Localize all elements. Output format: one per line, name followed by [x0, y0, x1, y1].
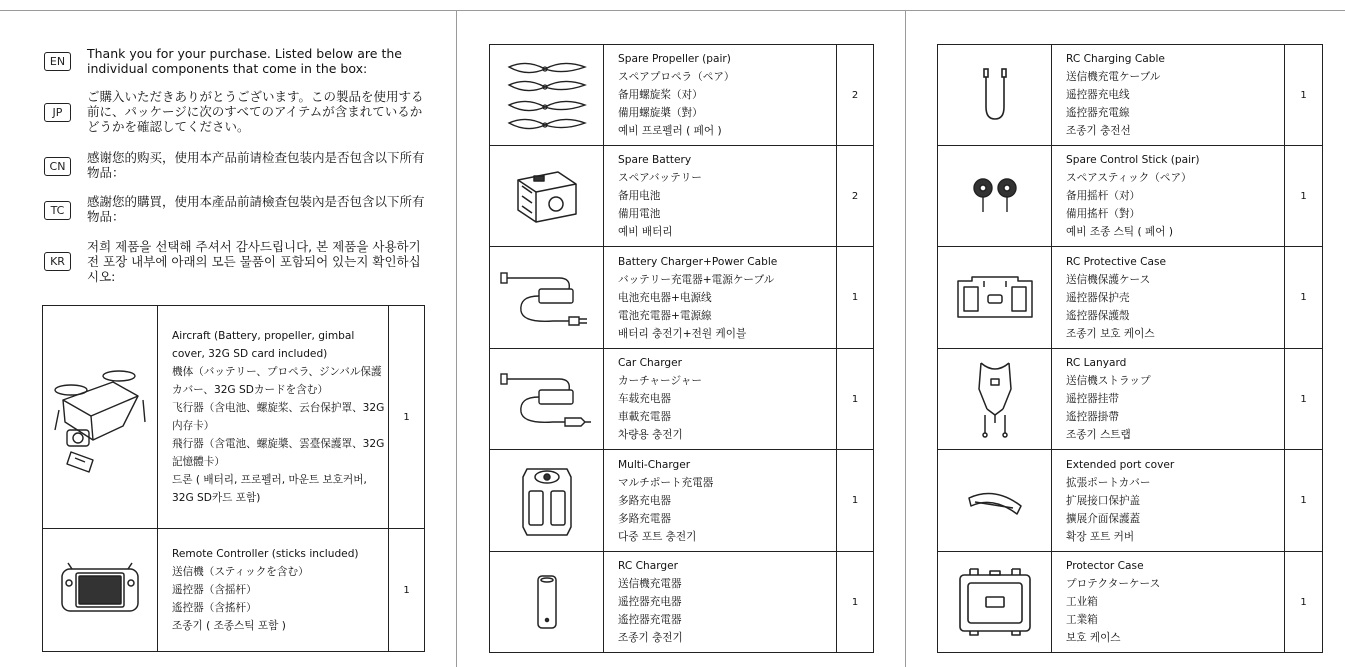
- intro-jp: [44, 89, 434, 137]
- car-charger-icon: [490, 349, 604, 450]
- name-en: RC Charger: [618, 560, 678, 572]
- name-jp: 送信機保護ケース: [1066, 273, 1151, 286]
- name-cn: 遥控器充电线: [1066, 89, 1130, 101]
- table-row: [938, 349, 1323, 450]
- name-cn: 备用电池: [618, 190, 661, 202]
- item-names: [604, 45, 837, 146]
- name-en: RC Lanyard: [1066, 357, 1127, 369]
- name-en: Protector Case: [1066, 560, 1144, 572]
- name-kr: 배터리 충전기+전원 케이블: [618, 327, 747, 340]
- intro-en: [44, 46, 434, 78]
- item-qty: 1: [837, 349, 874, 450]
- name-jp: スペアスティック（ペア）: [1066, 172, 1192, 184]
- table-row: [938, 146, 1323, 247]
- item-qty: 1: [1285, 349, 1323, 450]
- lang-badge-kr: KR: [44, 252, 71, 271]
- lang-badge-en: EN: [44, 52, 71, 71]
- components-table-3: [937, 44, 1323, 653]
- item-qty: 1: [389, 529, 425, 652]
- item-names: [1052, 45, 1285, 146]
- protector-case-icon: [938, 552, 1052, 653]
- name-kr: 보호 케이스: [1066, 632, 1121, 644]
- top-rule: [0, 10, 1345, 11]
- name-en: Car Charger: [618, 357, 682, 369]
- table-row: [43, 306, 425, 529]
- lanyard-icon: [938, 349, 1052, 450]
- intro-text-en: Thank you for your purchase. Listed below are the individual components that come in the box:: [87, 46, 402, 76]
- item-qty: 2: [837, 45, 874, 146]
- name-en: Spare Battery: [618, 154, 692, 166]
- multi-charger-icon: [490, 450, 604, 552]
- name-cn: 电池充电器+电源线: [618, 291, 712, 304]
- item-names: [1052, 349, 1285, 450]
- table-row: [490, 349, 874, 450]
- name-kr: 조종기 보호 케이스: [1066, 327, 1155, 340]
- name-cn: 遥控器保护壳: [1066, 291, 1130, 304]
- table-row: [490, 247, 874, 349]
- name-tc: 備用螺旋槳（對）: [618, 107, 703, 119]
- name-kr: 다중 포트 충전기: [618, 530, 697, 543]
- intro-text-kr: 저희 제품을 선택해 주셔서 감사드립니다, 본 제품을 사용하기전 포장 내부에 아래의 모든 물품이 포함되어 있는지 확인하십시오:: [87, 239, 421, 284]
- table-row: [938, 247, 1323, 349]
- name-en: RC Protective Case: [1066, 255, 1167, 268]
- port-cover-icon: [938, 450, 1052, 552]
- table-row: [490, 450, 874, 552]
- name-cn: 车载充电器: [618, 393, 671, 405]
- name-kr: 드론 ( 배터리, 프로펠러, 마운트 보호커버, 32G SD카드 포함): [172, 474, 367, 504]
- name-tc: 遙控器充電器: [618, 614, 682, 626]
- drone-icon: [43, 306, 158, 529]
- table-row: [43, 529, 425, 652]
- lang-badge-tc: TC: [44, 201, 71, 220]
- item-names: [158, 529, 389, 652]
- name-jp: 拡張ポートカバー: [1066, 476, 1151, 489]
- name-tc: 遙控器充電線: [1066, 107, 1130, 119]
- item-qty: 1: [837, 552, 874, 653]
- intro-text-jp: ご購入いただきありがとうございます。この製品を使用する前に、パッケージに次のすべてのアイテムが含まれているかどうかを確認してください。: [87, 89, 424, 134]
- name-tc: 擴展介面保護蓋: [1066, 512, 1141, 525]
- item-names: [1052, 552, 1285, 653]
- name-cn: 飞行器（含电池、螺旋桨、云台保护罩、32G内存卡）: [172, 402, 385, 432]
- name-en: Extended port cover: [1066, 458, 1175, 471]
- name-tc: 車載充電器: [618, 411, 671, 423]
- item-qty: 1: [1285, 552, 1323, 653]
- item-qty: 1: [837, 450, 874, 552]
- name-tc: 遙控器（含搖杆）: [172, 602, 257, 614]
- name-cn: 备用摇杆（对）: [1066, 190, 1141, 202]
- name-kr: 차량용 충전기: [618, 429, 683, 441]
- intro-kr: [44, 239, 434, 287]
- name-cn: 备用螺旋桨（对）: [618, 89, 703, 101]
- table-row: [490, 45, 874, 146]
- item-qty: 1: [837, 247, 874, 349]
- name-jp: 送信機ストラップ: [1066, 375, 1151, 387]
- intro-tc: [44, 194, 434, 226]
- name-jp: カーチャージャー: [618, 375, 703, 387]
- lang-badge-cn: CN: [44, 157, 71, 176]
- protective-case-icon: [938, 247, 1052, 349]
- name-kr: 예비 배터리: [618, 226, 673, 238]
- name-kr: 예비 조종 스틱 ( 페어 ): [1066, 226, 1173, 238]
- name-en: RC Charging Cable: [1066, 53, 1165, 65]
- name-tc: 遙控器掛帶: [1066, 411, 1119, 423]
- name-cn: 遥控器挂带: [1066, 393, 1119, 405]
- name-cn: 遥控器（含摇杆）: [172, 584, 257, 596]
- name-jp: スペアバッテリー: [618, 172, 702, 184]
- item-qty: 1: [389, 306, 425, 529]
- name-tc: 工業箱: [1066, 614, 1098, 626]
- item-names: [604, 247, 837, 349]
- item-qty: 1: [1285, 247, 1323, 349]
- battery-charger-icon: [490, 247, 604, 349]
- page-divider-right: [905, 10, 906, 667]
- page-divider-left: [456, 10, 457, 667]
- name-jp: プロテクターケース: [1066, 578, 1161, 590]
- lang-badge-jp: JP: [44, 103, 71, 122]
- item-names: [604, 349, 837, 450]
- battery-icon: [490, 146, 604, 247]
- name-jp: スペアプロペラ（ペア）: [618, 71, 735, 83]
- propeller-icon: [490, 45, 604, 146]
- item-names: [1052, 146, 1285, 247]
- charging-cable-icon: [938, 45, 1052, 146]
- name-jp: バッテリー充電器+電源ケーブル: [618, 273, 775, 286]
- remote-controller-icon: [43, 529, 158, 652]
- name-cn: 工业箱: [1066, 596, 1098, 608]
- name-kr: 예비 프로펠러 ( 페어 ): [618, 125, 722, 137]
- name-en: Spare Control Stick (pair): [1066, 154, 1200, 166]
- item-names: [604, 450, 837, 552]
- item-names: [604, 146, 837, 247]
- item-qty: 1: [1285, 450, 1323, 552]
- name-kr: 조종기 충전선: [1066, 125, 1131, 137]
- item-names: [604, 552, 837, 653]
- components-table-1: [42, 305, 425, 652]
- table-row: [938, 450, 1323, 552]
- components-table-2: [489, 44, 874, 653]
- item-qty: 1: [1285, 146, 1323, 247]
- name-tc: 遙控器保護殼: [1066, 309, 1130, 322]
- item-qty: 1: [1285, 45, 1323, 146]
- name-en: Remote Controller (sticks included): [172, 548, 359, 560]
- rc-charger-icon: [490, 552, 604, 653]
- name-en: Spare Propeller (pair): [618, 53, 731, 65]
- name-cn: 多路充电器: [618, 494, 671, 507]
- name-cn: 遥控器充电器: [618, 596, 682, 608]
- control-stick-icon: [938, 146, 1052, 247]
- name-kr: 조종기 스트랩: [1066, 429, 1131, 441]
- intro-text-tc: 感謝您的購買，使用本產品前請檢查包裝內是否包含以下所有物品：: [87, 194, 425, 224]
- name-en: Aircraft (Battery, propeller, gimbal cover, 32G SD card included): [172, 330, 355, 360]
- name-jp: 送信機充電ケーブル: [1066, 71, 1161, 83]
- name-kr: 조종기 충전기: [618, 632, 683, 644]
- item-names: [1052, 450, 1285, 552]
- name-en: Battery Charger+Power Cable: [618, 255, 778, 268]
- table-row: [490, 552, 874, 653]
- item-names: [158, 306, 389, 529]
- intro-cn: [44, 150, 434, 182]
- name-kr: 확장 포트 커버: [1066, 530, 1135, 543]
- table-row: [938, 552, 1323, 653]
- table-row: [938, 45, 1323, 146]
- name-jp: 機体（バッテリー、プロペラ、ジンバル保護カバー、32G SDカードを含む）: [172, 366, 382, 396]
- name-tc: 電池充電器+電源線: [618, 309, 712, 322]
- item-qty: 2: [837, 146, 874, 247]
- name-tc: 備用電池: [618, 208, 661, 220]
- intro-text-cn: 感谢您的购买，使用本产品前请检查包装内是否包含以下所有物品：: [87, 150, 425, 180]
- table-row: [490, 146, 874, 247]
- name-cn: 扩展接口保护盖: [1066, 494, 1141, 507]
- name-jp: 送信機充電器: [618, 578, 682, 590]
- name-jp: マルチポート充電器: [618, 476, 714, 489]
- name-jp: 送信機（スティックを含む）: [172, 566, 309, 578]
- item-names: [1052, 247, 1285, 349]
- name-tc: 多路充電器: [618, 512, 671, 525]
- name-tc: 備用搖杆（對）: [1066, 208, 1141, 220]
- name-kr: 조종기 ( 조종스틱 포함 ): [172, 620, 286, 632]
- name-en: Multi-Charger: [618, 458, 691, 471]
- name-tc: 飛行器（含電池、螺旋槳、雲臺保護罩、32G記憶體卡）: [172, 438, 385, 468]
